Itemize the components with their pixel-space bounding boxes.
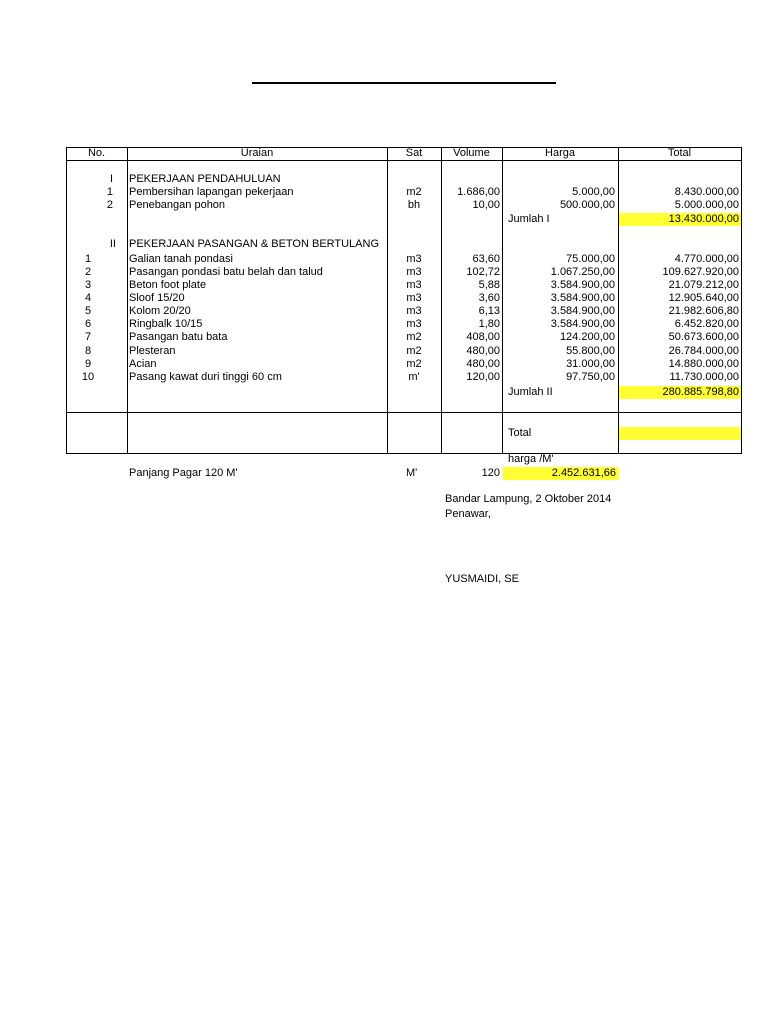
item-total: 4.770.000,00 bbox=[674, 253, 739, 265]
item-harga: 3.584.900,00 bbox=[550, 305, 615, 317]
item-volume: 1,80 bbox=[478, 318, 500, 330]
item-sat: bh bbox=[407, 199, 421, 211]
item-harga: 3.584.900,00 bbox=[550, 292, 615, 304]
item-sat: m3 bbox=[406, 253, 422, 265]
item-no: 8 bbox=[84, 345, 92, 357]
item-volume: 6,13 bbox=[478, 305, 500, 317]
header-volume: Volume bbox=[453, 147, 490, 159]
subtotal-label: Jumlah I bbox=[508, 213, 550, 225]
header-sat: Sat bbox=[405, 147, 423, 159]
border-bottom bbox=[66, 453, 742, 454]
item-total: 50.673.600,00 bbox=[668, 331, 739, 343]
item-harga: 3.584.900,00 bbox=[550, 279, 615, 291]
fence-length-label: Panjang Pagar 120 M' bbox=[129, 467, 238, 479]
item-uraian: Galian tanah pondasi bbox=[129, 253, 233, 265]
item-harga: 3.584.900,00 bbox=[550, 318, 615, 330]
item-total: 11.730.000,00 bbox=[669, 371, 739, 383]
grand-total-label: Total bbox=[508, 427, 532, 439]
item-harga: 97.750,00 bbox=[566, 371, 615, 383]
fence-length-qty: 120 bbox=[481, 467, 500, 479]
item-volume: 480,00 bbox=[466, 345, 500, 357]
fence-length-unit: M' bbox=[406, 467, 418, 479]
item-sat: m2 bbox=[406, 358, 422, 370]
item-uraian: Sloof 15/20 bbox=[129, 292, 185, 304]
item-total: 5.000.000,00 bbox=[674, 199, 739, 211]
item-volume: 3,60 bbox=[478, 292, 500, 304]
item-total: 14.880.000,00 bbox=[668, 358, 739, 370]
subtotal-value: 13.430.000,00 bbox=[619, 213, 741, 226]
item-harga: 500.000,00 bbox=[559, 199, 615, 211]
header-uraian: Uraian bbox=[240, 147, 274, 159]
price-per-meter-label: harga /M' bbox=[508, 453, 554, 465]
item-no: 1 bbox=[106, 186, 113, 198]
item-sat: m3 bbox=[406, 318, 422, 330]
item-harga: 55.800,00 bbox=[566, 345, 615, 357]
item-total: 8.430.000,00 bbox=[674, 186, 739, 198]
divider-no-uraian bbox=[127, 147, 128, 454]
item-no: 10 bbox=[81, 371, 95, 383]
item-no: 7 bbox=[84, 331, 92, 343]
title-underline bbox=[252, 82, 556, 84]
subtotal-value: 280.885.798,80 bbox=[619, 386, 741, 399]
item-harga: 124.200,00 bbox=[559, 331, 615, 343]
item-uraian: Kolom 20/20 bbox=[129, 305, 191, 317]
item-sat: m2 bbox=[406, 186, 422, 198]
item-harga: 5.000,00 bbox=[572, 186, 615, 198]
item-sat: m' bbox=[408, 371, 420, 383]
item-total: 12.905.640,00 bbox=[668, 292, 739, 304]
header-no: No. bbox=[87, 147, 106, 159]
item-uraian: Beton foot plate bbox=[129, 279, 207, 291]
item-uraian: Pembersihan lapangan pekerjaan bbox=[129, 186, 294, 198]
item-total: 109.627.920,00 bbox=[662, 266, 739, 278]
item-harga: 31.000,00 bbox=[566, 358, 615, 370]
border-right bbox=[741, 147, 742, 454]
item-volume: 102,72 bbox=[466, 266, 500, 278]
item-volume: 63,60 bbox=[472, 253, 500, 265]
item-sat: m3 bbox=[406, 292, 422, 304]
item-no: 2 bbox=[84, 266, 92, 278]
section-number: I bbox=[109, 173, 113, 185]
item-sat: m2 bbox=[406, 345, 422, 357]
item-no: 4 bbox=[84, 292, 92, 304]
item-volume: 5,88 bbox=[478, 279, 500, 291]
item-no: 2 bbox=[106, 199, 113, 211]
section-title: PEKERJAAN PENDAHULUAN bbox=[129, 173, 281, 185]
item-no: 6 bbox=[84, 318, 92, 330]
price-per-meter-value: 2.452.631,66 bbox=[503, 467, 619, 480]
item-total: 26.784.000,00 bbox=[668, 345, 739, 357]
item-sat: m3 bbox=[406, 266, 422, 278]
section-title: PEKERJAAN PASANGAN & BETON BERTULANG bbox=[129, 238, 380, 250]
item-no: 1 bbox=[84, 253, 92, 265]
item-sat: m3 bbox=[406, 305, 422, 317]
item-no: 9 bbox=[84, 358, 92, 370]
grand-total-value bbox=[619, 427, 741, 440]
header-total: Total bbox=[667, 147, 692, 159]
item-no: 5 bbox=[84, 305, 92, 317]
item-sat: m2 bbox=[406, 331, 422, 343]
item-uraian: Pasang kawat duri tinggi 60 cm bbox=[129, 371, 282, 383]
place-date: Bandar Lampung, 2 Oktober 2014 bbox=[445, 493, 612, 505]
item-harga: 75.000,00 bbox=[566, 253, 615, 265]
item-total: 21.982.606,80 bbox=[668, 305, 739, 317]
item-no: 3 bbox=[84, 279, 92, 291]
separator-before-total bbox=[66, 412, 742, 413]
item-volume: 10,00 bbox=[472, 199, 500, 211]
item-total: 6.452.820,00 bbox=[674, 318, 739, 330]
item-sat: m3 bbox=[406, 279, 422, 291]
header-harga: Harga bbox=[545, 147, 575, 159]
signer-name: YUSMAIDI, SE bbox=[445, 573, 519, 585]
header-underline bbox=[66, 160, 742, 161]
item-harga: 1.067.250,00 bbox=[550, 266, 615, 278]
item-uraian: Pasangan batu bata bbox=[129, 331, 228, 343]
item-uraian: Acian bbox=[129, 358, 157, 370]
item-uraian: Plesteran bbox=[129, 345, 176, 357]
signer-role: Penawar, bbox=[445, 508, 491, 520]
item-total: 21.079.212,00 bbox=[668, 279, 739, 291]
item-volume: 1.686,00 bbox=[457, 186, 500, 198]
item-uraian: Ringbalk 10/15 bbox=[129, 318, 203, 330]
item-volume: 408,00 bbox=[466, 331, 500, 343]
section-number: II bbox=[109, 238, 116, 250]
item-uraian: Penebangan pohon bbox=[129, 199, 226, 211]
item-uraian: Pasangan pondasi batu belah dan talud bbox=[129, 266, 323, 278]
item-volume: 480,00 bbox=[466, 358, 500, 370]
subtotal-label: Jumlah II bbox=[508, 386, 553, 398]
item-volume: 120,00 bbox=[466, 371, 500, 383]
cost-table bbox=[66, 147, 742, 454]
